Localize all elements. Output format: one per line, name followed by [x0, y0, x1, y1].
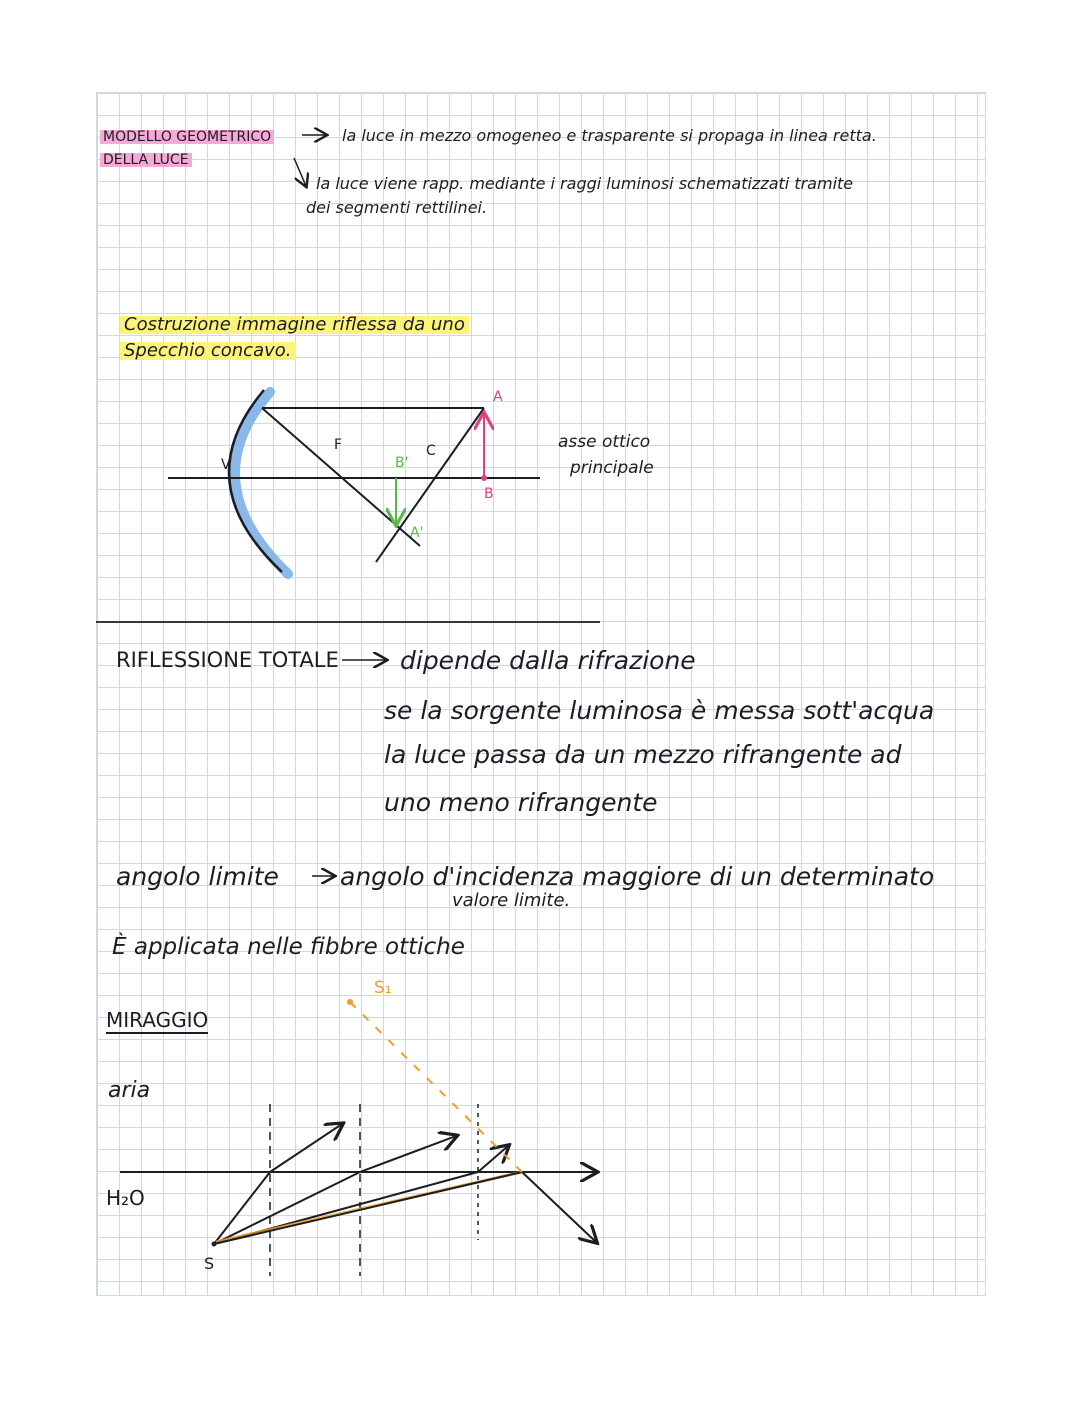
section1-arrows: [294, 135, 326, 186]
ray-limit: [214, 1172, 522, 1244]
ray-through-center: [376, 408, 484, 562]
section1-title-line2: DELLA LUCE: [100, 153, 192, 167]
section2-title-line1: Costruzione immagine riflessa da uno: [120, 316, 469, 334]
label-vertex-v: V: [221, 457, 231, 473]
ray-reflected: [522, 1172, 596, 1242]
section3-body-line3: uno meno rifrangente: [384, 788, 658, 817]
label-axis-line1: asse ottico: [558, 432, 651, 452]
label-focus-f: F: [334, 437, 343, 453]
section2-title-line2: Specchio concavo.: [120, 342, 296, 360]
section4-title: MIRAGGIO: [106, 1008, 209, 1032]
source-point: [212, 1242, 217, 1247]
mirage-diagram: [120, 999, 596, 1276]
limit-angle-def-line2: valore limite.: [452, 890, 571, 911]
section3-body-line1: se la sorgente luminosa è messa sott'acqua: [384, 696, 935, 725]
label-aria: aria: [108, 1078, 151, 1103]
section1-title-line1: MODELLO GEOMETRICO: [100, 130, 274, 144]
label-axis-line2: principale: [570, 458, 654, 478]
concave-mirror-diagram: [168, 390, 540, 574]
limit-angle-def-line1: angolo d'incidenza maggiore di un determinato: [340, 862, 935, 891]
label-virtual-source-s1: S₁: [374, 978, 392, 998]
limit-angle-label: angolo limite: [116, 862, 279, 891]
label-water: H₂O: [106, 1186, 145, 1210]
ray-1-air: [270, 1124, 342, 1172]
ray-2-water: [214, 1172, 360, 1244]
section3-definition: dipende dalla rifrazione: [400, 646, 696, 675]
label-object-b: B: [484, 486, 494, 502]
virtual-ray: [350, 1002, 522, 1172]
section3-title: RIFLESSIONE TOTALE: [116, 648, 339, 672]
ray-3-air: [478, 1146, 508, 1172]
label-image-b-prime: B': [395, 455, 409, 471]
label-object-a: A: [493, 389, 503, 405]
label-center-c: C: [426, 443, 436, 459]
ray-2-air: [360, 1136, 456, 1172]
label-image-a-prime: A': [410, 525, 424, 541]
arrow-down-icon: [294, 158, 306, 186]
section1-statement1: la luce in mezzo omogeneo e trasparente si propaga in linea retta.: [342, 126, 877, 145]
virtual-source-point: [347, 999, 353, 1005]
section1-statement2-line1: la luce viene rapp. mediante i raggi luminosi schematizzati tramite: [316, 174, 854, 193]
section3-application: È applicata nelle fibbre ottiche: [112, 934, 465, 960]
section3-body-line2: la luce passa da un mezzo rifrangente ad: [384, 740, 902, 769]
label-source-s: S: [204, 1254, 215, 1273]
object-base-point: [481, 475, 487, 481]
section1-statement2-line2: dei segmenti rettilinei.: [306, 198, 488, 217]
